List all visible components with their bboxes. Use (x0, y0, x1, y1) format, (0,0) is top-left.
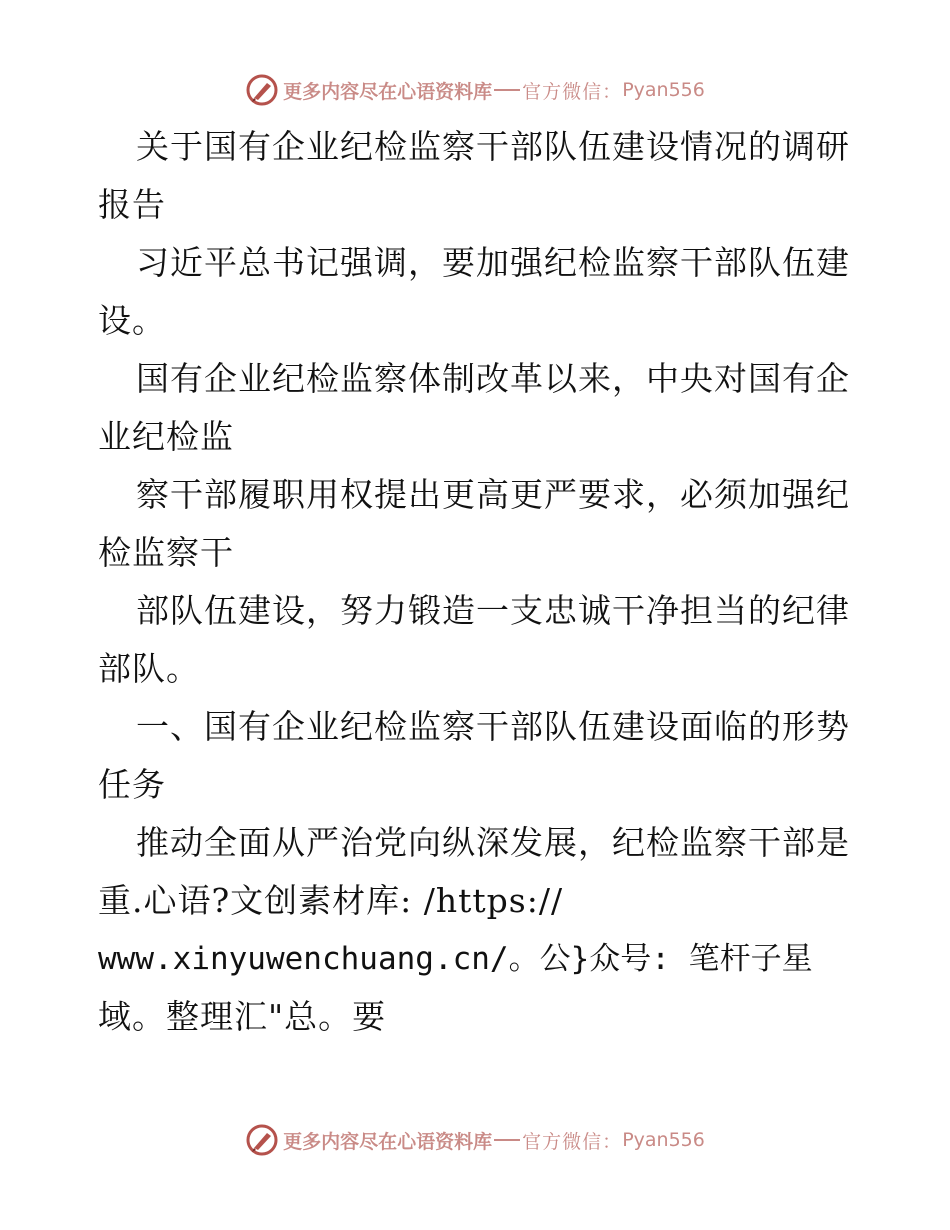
doc-line: 推动全面从严治党向纵深发展，纪检监察干部是 (136, 823, 850, 862)
doc-line: 设。 (98, 301, 166, 340)
doc-line: 习近平总书记强调，要加强纪检监察干部队伍建 (136, 243, 850, 282)
doc-line: 任务 (98, 765, 166, 804)
pen-logo-icon (245, 1123, 279, 1157)
banner-wechat-label: 官方微信： (522, 1130, 623, 1153)
banner-wechat-id: Pyan556 (622, 1129, 705, 1151)
doc-line: 检监察干 (98, 533, 234, 572)
footer-banner (0, 1120, 950, 1160)
banner-dash (494, 89, 520, 91)
header-banner (0, 70, 950, 110)
banner-wechat-id: Pyan556 (622, 79, 705, 101)
doc-line: 报告 (98, 185, 166, 224)
banner-brand-text: 更多内容尽在心语资料库 (283, 1130, 493, 1153)
doc-line: 关于国有企业纪检监察干部队伍建设情况的调研 (136, 127, 850, 166)
doc-line: 域。整理汇"总。要 (98, 997, 387, 1036)
banner-dash (494, 1139, 520, 1141)
banner-brand-text: 更多内容尽在心语资料库 (283, 80, 493, 103)
document-body (98, 118, 858, 1046)
banner-wechat-label: 官方微信： (522, 80, 623, 103)
doc-line: 一、国有企业纪检监察干部队伍建设面临的形势 (136, 707, 850, 746)
doc-line: 部队。 (98, 649, 200, 688)
doc-line: 部队伍建设，努力锻造一支忠诚干净担当的纪律 (136, 591, 850, 630)
doc-line: 国有企业纪检监察体制改革以来，中央对国有企 (136, 359, 850, 398)
doc-line: www.xinyuwenchuang.cn/。公}众号: 笔杆子星 (98, 941, 813, 977)
doc-line: 重.心语?文创素材库: /https:// (98, 881, 564, 920)
pen-logo-icon (245, 73, 279, 107)
doc-line: 业纪检监 (98, 417, 234, 456)
doc-line: 察干部履职用权提出更高更严要求，必须加强纪 (136, 475, 850, 514)
